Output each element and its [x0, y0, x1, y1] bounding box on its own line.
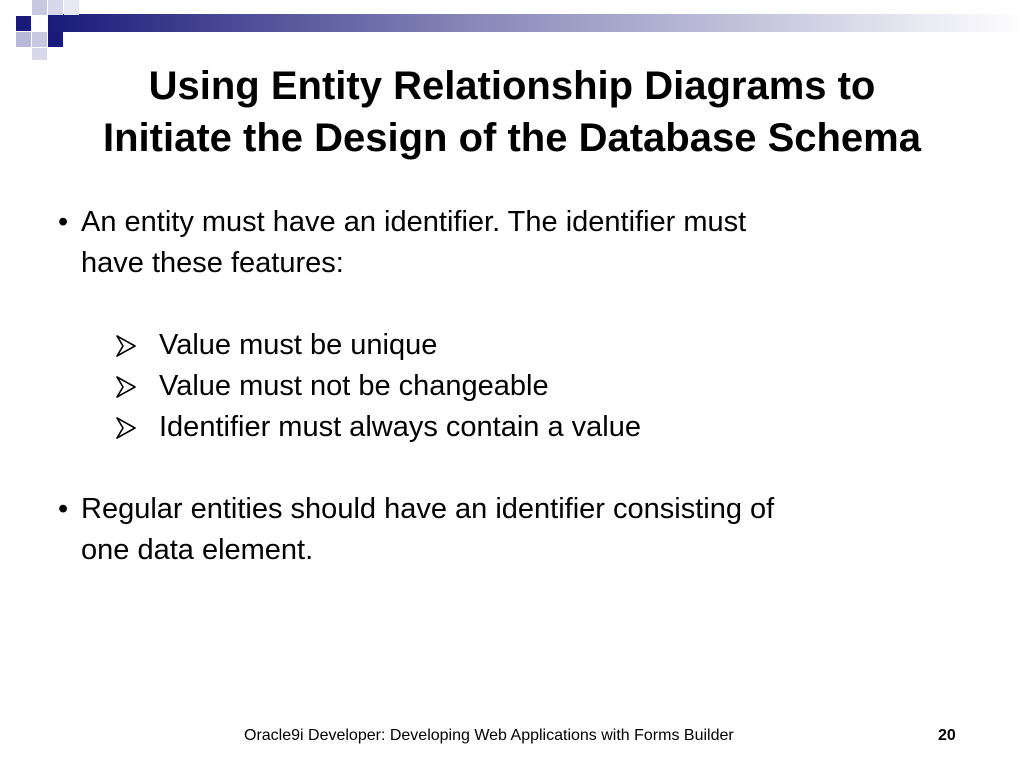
bullet-2-line-1: Regular entities should have an identifier consisting of [81, 493, 775, 525]
slide-body [58, 202, 958, 571]
bullet-2-line-2: one data element. [81, 534, 314, 566]
bullet-item-1 [58, 202, 958, 284]
footer-text: Oracle9i Developer: Developing Web Applications with Forms Builder [244, 727, 734, 744]
sub-item-text: Value must be unique [159, 329, 438, 361]
bullet-1-line-2: have these features: [81, 247, 344, 279]
header-decoration [0, 0, 1024, 60]
sub-item-text: Identifier must always contain a value [159, 411, 641, 443]
bullet-1-line-1: An entity must have an identifier. The identifier must [81, 206, 747, 238]
deco-square-light-1 [32, 0, 47, 15]
title-line-1: Using Entity Relationship Diagrams to [148, 64, 876, 108]
bullet-item-2 [58, 489, 958, 571]
arrowhead-icon [115, 417, 137, 439]
identifier-features-list [58, 325, 958, 448]
bullet-dot: • [58, 206, 69, 238]
deco-square-navy-1 [16, 16, 31, 31]
page-number: 20 [938, 727, 956, 744]
deco-square-light-5 [32, 32, 47, 47]
title-line-2: Initiate the Design of the Database Schema [103, 116, 921, 160]
sub-list-item-1 [58, 325, 958, 366]
deco-square-light-4 [16, 32, 31, 47]
sub-list-item-3 [58, 407, 958, 448]
spacer [58, 448, 958, 489]
bullet-dot: • [58, 493, 69, 525]
deco-square-light-6 [32, 48, 47, 60]
gradient-band [48, 14, 1024, 32]
arrowhead-icon [115, 335, 137, 357]
slide-title [0, 60, 1024, 164]
deco-square-light-3 [64, 0, 79, 15]
deco-square-navy-2 [48, 32, 63, 47]
deco-square-light-2 [48, 0, 63, 15]
spacer [58, 284, 958, 325]
sub-list-item-2 [58, 366, 958, 407]
arrowhead-icon [115, 376, 137, 398]
sub-item-text: Value must not be changeable [159, 370, 549, 402]
